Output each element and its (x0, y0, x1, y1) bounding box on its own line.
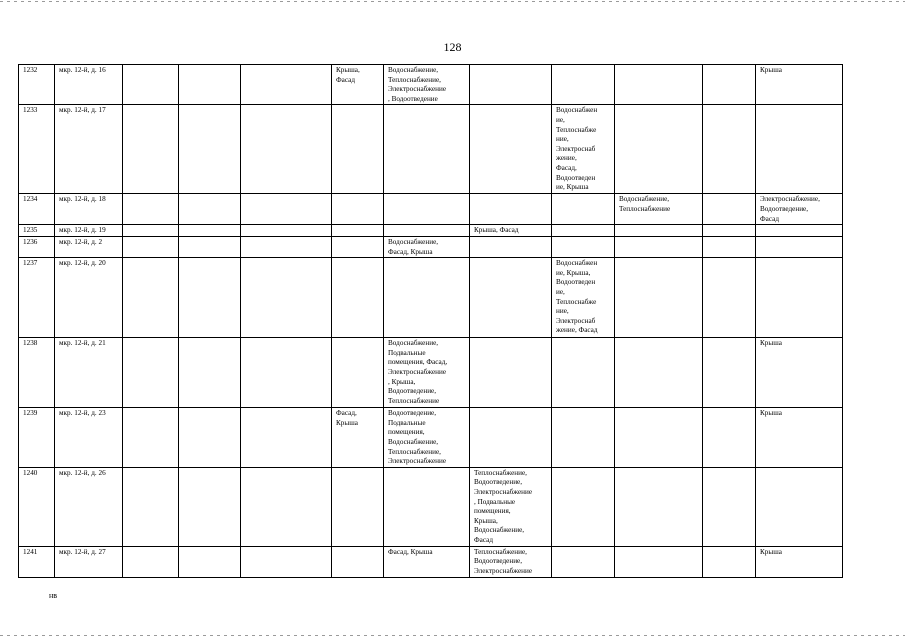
works-cell: Водоснабжение, Подвальные помещения, Фасад, Электроснабжение , Крыша, Водоотведение, Теплоснабжение (384, 338, 470, 408)
address-cell: мкр. 12-й, д. 27 (55, 546, 123, 577)
works-cell (552, 408, 615, 468)
works-cell: Крыша, Фасад (470, 225, 552, 237)
works-cell (384, 225, 470, 237)
works-cell (615, 408, 703, 468)
works-cell: Фасад, Крыша (332, 408, 384, 468)
housing-register-table (18, 64, 843, 578)
works-cell (241, 338, 332, 408)
works-cell (384, 467, 470, 546)
address-cell: мкр. 12-й, д. 16 (55, 65, 123, 105)
row-number-cell: 1232 (19, 65, 55, 105)
table-row (19, 105, 843, 194)
works-cell (756, 258, 843, 338)
works-cell (703, 546, 756, 577)
works-cell (615, 105, 703, 194)
works-cell (179, 338, 241, 408)
works-cell (332, 236, 384, 257)
works-cell (552, 467, 615, 546)
address-cell: мкр. 12-й, д. 23 (55, 408, 123, 468)
works-cell (179, 194, 241, 225)
works-cell (123, 236, 179, 257)
works-cell (332, 105, 384, 194)
works-cell (332, 194, 384, 225)
works-cell (123, 338, 179, 408)
row-number-cell: 1234 (19, 194, 55, 225)
works-cell: Водоотведение, Подвальные помещения, Водоснабжение, Теплоснабжение, Электроснабжение (384, 408, 470, 468)
works-cell (332, 467, 384, 546)
works-cell (470, 194, 552, 225)
works-cell (241, 258, 332, 338)
address-cell: мкр. 12-й, д. 20 (55, 258, 123, 338)
works-cell: Крыша (756, 408, 843, 468)
works-cell (123, 194, 179, 225)
works-cell (756, 467, 843, 546)
works-cell (470, 258, 552, 338)
works-cell (332, 225, 384, 237)
works-cell (615, 546, 703, 577)
works-cell (470, 236, 552, 257)
works-cell (615, 65, 703, 105)
works-cell: Водоснабжение, Теплоснабжение (615, 194, 703, 225)
address-cell: мкр. 12-й, д. 2 (55, 236, 123, 257)
works-cell (703, 65, 756, 105)
table-row (19, 546, 843, 577)
works-cell (756, 225, 843, 237)
works-cell (179, 546, 241, 577)
works-cell: Крыша (756, 65, 843, 105)
works-cell (179, 408, 241, 468)
works-cell (703, 225, 756, 237)
works-cell: Крыша (756, 546, 843, 577)
works-cell (332, 258, 384, 338)
works-cell (332, 338, 384, 408)
address-cell: мкр. 12-й, д. 26 (55, 467, 123, 546)
works-cell (703, 467, 756, 546)
works-cell (552, 236, 615, 257)
works-cell (703, 194, 756, 225)
row-number-cell: 1238 (19, 338, 55, 408)
table-row (19, 236, 843, 257)
works-cell: Электроснабжение, Водоотведение, Фасад (756, 194, 843, 225)
works-cell (241, 194, 332, 225)
works-cell (123, 546, 179, 577)
works-cell (615, 236, 703, 257)
works-cell (615, 467, 703, 546)
table-row (19, 65, 843, 105)
works-cell (179, 105, 241, 194)
row-number-cell: 1240 (19, 467, 55, 546)
row-number-cell: 1237 (19, 258, 55, 338)
works-cell: Теплоснабжение, Водоотведение, Электроснабжение (470, 546, 552, 577)
works-cell (703, 408, 756, 468)
address-cell: мкр. 12-й, д. 21 (55, 338, 123, 408)
works-cell (123, 105, 179, 194)
works-cell (123, 65, 179, 105)
row-number-cell: 1233 (19, 105, 55, 194)
works-cell (241, 408, 332, 468)
works-cell: Водоснабжен ие, Крыша, Водоотведен ие, Теплоснабже ние, Электроснаб жение, Фасад (552, 258, 615, 338)
works-cell (703, 105, 756, 194)
works-cell (552, 194, 615, 225)
scan-edge-top (0, 1, 905, 2)
row-number-cell: 1236 (19, 236, 55, 257)
works-cell (332, 546, 384, 577)
works-cell (756, 236, 843, 257)
works-cell (756, 105, 843, 194)
row-number-cell: 1235 (19, 225, 55, 237)
works-cell (703, 258, 756, 338)
works-cell (179, 236, 241, 257)
works-cell (552, 65, 615, 105)
row-number-cell: 1239 (19, 408, 55, 468)
works-cell (384, 194, 470, 225)
works-cell (552, 546, 615, 577)
works-cell: Водоснабжение, Фасад, Крыша (384, 236, 470, 257)
works-cell (123, 225, 179, 237)
works-cell (384, 258, 470, 338)
works-cell (470, 408, 552, 468)
row-number-cell: 1241 (19, 546, 55, 577)
works-cell: Водоснабжение, Теплоснабжение, Электроснабжение , Водоотведение (384, 65, 470, 105)
works-cell (241, 236, 332, 257)
works-cell (615, 258, 703, 338)
works-cell (179, 225, 241, 237)
scan-edge-bottom (0, 635, 905, 636)
works-cell (123, 408, 179, 468)
works-cell (615, 338, 703, 408)
works-cell (179, 65, 241, 105)
works-cell: Крыша, Фасад (332, 65, 384, 105)
works-cell (241, 467, 332, 546)
works-cell (552, 338, 615, 408)
table-row (19, 194, 843, 225)
table-row (19, 258, 843, 338)
address-cell: мкр. 12-й, д. 19 (55, 225, 123, 237)
works-cell (179, 258, 241, 338)
works-cell (241, 225, 332, 237)
works-cell (241, 65, 332, 105)
works-cell: Фасад, Крыша (384, 546, 470, 577)
works-cell (615, 225, 703, 237)
works-cell: Водоснабжен ие, Теплоснабже ние, Электроснаб жение, Фасад, Водоотведен ие, Крыша (552, 105, 615, 194)
address-cell: мкр. 12-й, д. 17 (55, 105, 123, 194)
works-cell (384, 105, 470, 194)
works-cell (552, 225, 615, 237)
table-row (19, 408, 843, 468)
works-cell: Крыша (756, 338, 843, 408)
works-cell (470, 105, 552, 194)
works-cell (123, 258, 179, 338)
address-cell: мкр. 12-й, д. 18 (55, 194, 123, 225)
works-cell (123, 467, 179, 546)
works-cell (470, 65, 552, 105)
works-cell (703, 338, 756, 408)
works-cell (179, 467, 241, 546)
works-cell (703, 236, 756, 257)
works-cell: Теплоснабжение, Водоотведение, Электроснабжение , Подвальные помещения, Крыша, Водоснабжение, Фасад (470, 467, 552, 546)
works-cell (241, 546, 332, 577)
works-cell (241, 105, 332, 194)
table-row (19, 467, 843, 546)
page-number: 128 (443, 40, 462, 54)
footer-initials: нв (49, 591, 58, 600)
table-row (19, 338, 843, 408)
table-row (19, 225, 843, 237)
works-cell (470, 338, 552, 408)
